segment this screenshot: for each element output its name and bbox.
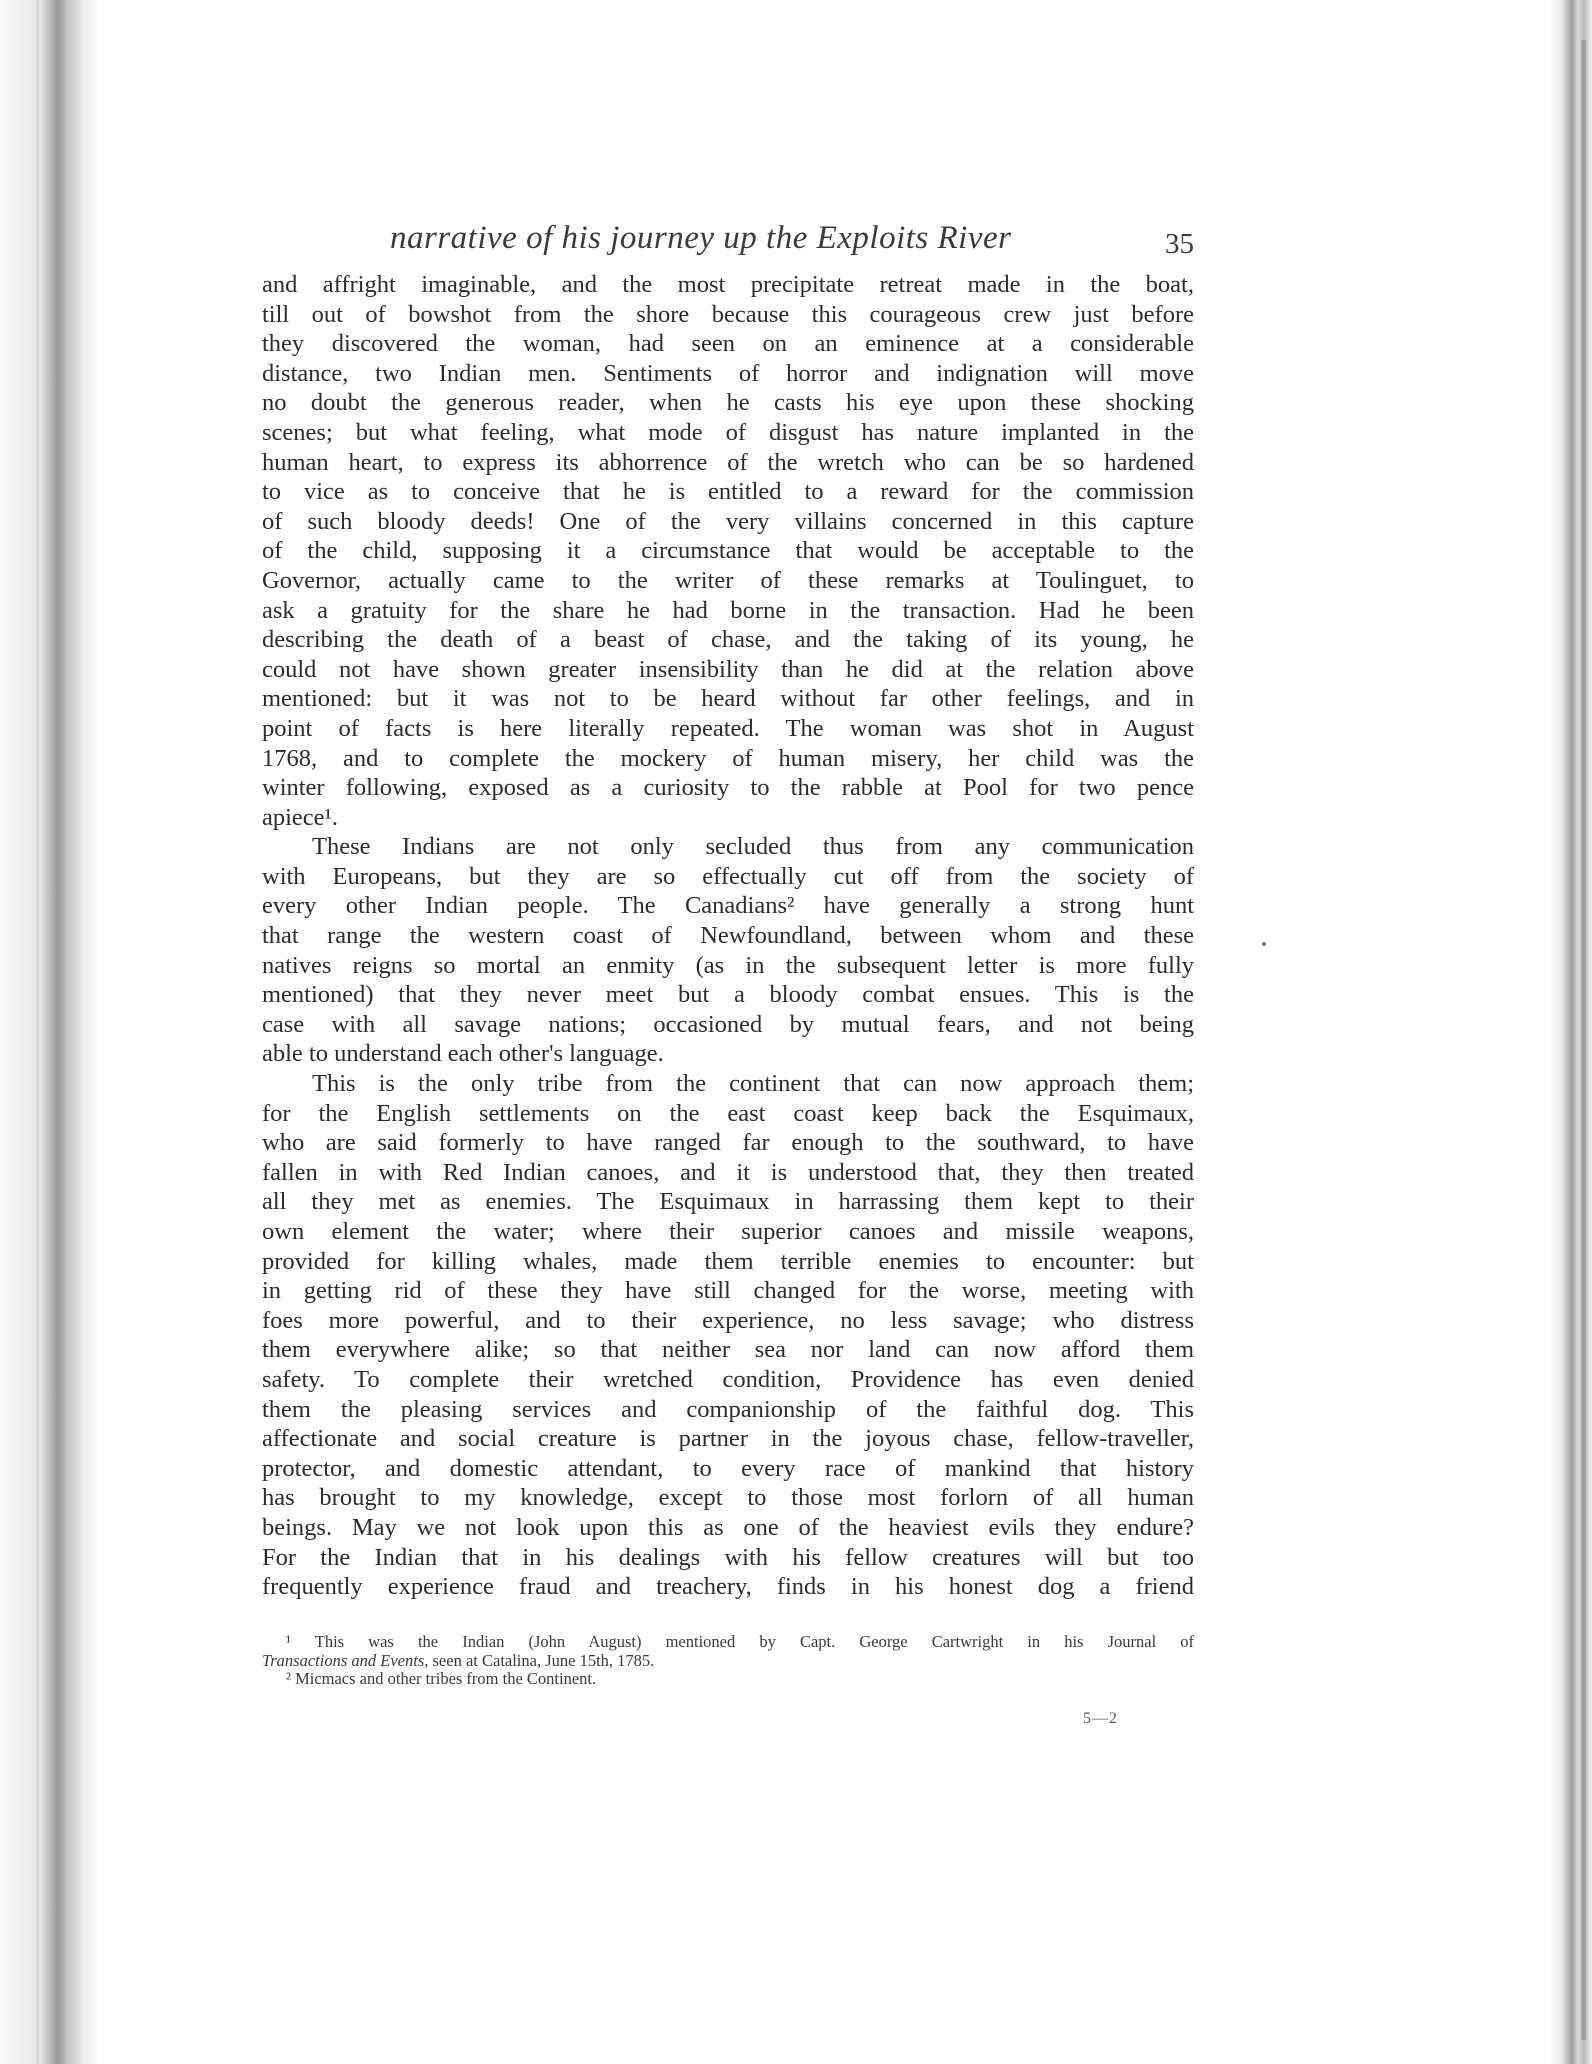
page-number: 35 <box>1165 228 1194 260</box>
body-line: beings. May we not look upon this as one of the heaviest evils they endure? <box>262 1513 1194 1541</box>
footnote-1-line-2 <box>262 1652 1194 1671</box>
body-line: that range the western coast of Newfoundland, between whom and these <box>262 922 1194 950</box>
footnotes <box>262 1633 1194 1689</box>
body-line: them everywhere alike; so that neither sea nor land can now afford them <box>262 1336 1194 1364</box>
body-line: frequently experience fraud and treachery, finds in his honest dog a friend <box>262 1573 1194 1601</box>
body-line: no doubt the generous reader, when he casts his eye upon these shocking <box>262 389 1194 417</box>
body-line: apiece¹. <box>262 803 339 831</box>
body-line: winter following, exposed as a curiosity to the rabble at Pool for two pence <box>262 774 1194 802</box>
body-line: natives reigns so mortal an enmity (as in the subsequent letter is more fully <box>262 951 1194 979</box>
body-line: and affright imaginable, and the most precipitate retreat made in the boat, <box>262 271 1194 298</box>
running-head: narrative of his journey up the Exploits River <box>390 220 1012 256</box>
paragraph-start-line: These Indians are not only secluded thus from any communication <box>312 833 1194 861</box>
footnote-1-line-1: ¹ This was the Indian (John August) mentioned by Capt. George Cartwright in his Journal of <box>286 1633 1194 1651</box>
body-line: till out of bowshot from the shore because this courageous crew just before <box>262 300 1194 328</box>
body-line: fallen in with Red Indian canoes, and it is understood that, they then treated <box>262 1158 1194 1186</box>
footnote-2: ² Micmacs and other tribes from the Continent. <box>286 1670 597 1688</box>
body-line: point of facts is here literally repeated. The woman was shot in August <box>262 714 1194 742</box>
body-line: foes more powerful, and to their experience, no less savage; who distress <box>262 1306 1194 1334</box>
body-line: they discovered the woman, had seen on an eminence at a considerable <box>262 330 1194 358</box>
body-line: mentioned) that they never meet but a bloody combat ensues. This is the <box>262 981 1194 1009</box>
body-line: ask a gratuity for the share he had borne in the transaction. Had he been <box>262 596 1194 624</box>
body-line: with Europeans, but they are so effectually cut off from the society of <box>262 862 1194 890</box>
footnote-1-line-2-rest: , seen at Catalina, June 15th, 1785. <box>424 1651 655 1670</box>
body-line: 1768, and to complete the mockery of human misery, her child was the <box>262 744 1194 772</box>
paragraph-start-line: This is the only tribe from the continent that can now approach them; <box>312 1070 1194 1098</box>
body-line: case with all savage nations; occasioned by mutual fears, and not being <box>262 1010 1194 1038</box>
body-line: able to understand each other's language. <box>262 1040 664 1068</box>
body-line: of the child, supposing it a circumstance that would be acceptable to the <box>262 537 1194 565</box>
body-line: distance, two Indian men. Sentiments of horror and indignation will move <box>262 359 1194 387</box>
body-line: affectionate and social creature is partner in the joyous chase, fellow-traveller, <box>262 1425 1194 1453</box>
body-line: For the Indian that in his dealings with his fellow creatures will but too <box>262 1543 1194 1571</box>
body-line: of such bloody deeds! One of the very villains concerned in this capture <box>262 507 1194 535</box>
body-line: them the pleasing services and companionship of the faithful dog. This <box>262 1395 1194 1423</box>
body-line: mentioned: but it was not to be heard without far other feelings, and in <box>262 685 1194 713</box>
body-line: every other Indian people. The Canadians² have generally a strong hunt <box>262 892 1194 920</box>
body-line: describing the death of a beast of chase, and the taking of its young, he <box>262 626 1194 654</box>
body-line: scenes; but what feeling, what mode of disgust has nature implanted in the <box>262 418 1194 446</box>
body-line: Governor, actually came to the writer of these remarks at Toulinguet, to <box>262 566 1194 594</box>
body-line: for the English settlements on the east coast keep back the Esquimaux, <box>262 1099 1194 1127</box>
footnote-1-italic-title: Transactions and Events <box>262 1651 425 1670</box>
body-line: provided for killing whales, made them terrible enemies to encounter: but <box>262 1247 1194 1275</box>
body-line: own element the water; where their superior canoes and missile weapons, <box>262 1218 1194 1245</box>
scan-speck <box>1262 942 1266 946</box>
left-gutter-shadow <box>0 0 100 2064</box>
body-line: who are said formerly to have ranged far enough to the southward, to have <box>262 1129 1194 1157</box>
signature-mark: 5—2 <box>1083 1710 1118 1727</box>
gutter-line <box>36 0 39 2064</box>
body-line: has brought to my knowledge, except to those most forlorn of all human <box>262 1484 1194 1512</box>
body-text <box>262 270 1194 1602</box>
body-line: could not have shown greater insensibility than he did at the relation above <box>262 655 1194 683</box>
body-line: safety. To complete their wretched condition, Providence has even denied <box>262 1365 1194 1393</box>
body-line: human heart, to express its abhorrence of the wretch who can be so hardened <box>262 448 1194 476</box>
body-line: in getting rid of these they have still changed for the worse, meeting with <box>262 1277 1194 1305</box>
right-page-edge-line <box>1581 40 1586 2040</box>
body-line: protector, and domestic attendant, to every race of mankind that history <box>262 1454 1194 1482</box>
body-line: to vice as to conceive that he is entitled to a reward for the commission <box>262 478 1194 506</box>
body-line: all they met as enemies. The Esquimaux in harrassing them kept to their <box>262 1188 1194 1216</box>
